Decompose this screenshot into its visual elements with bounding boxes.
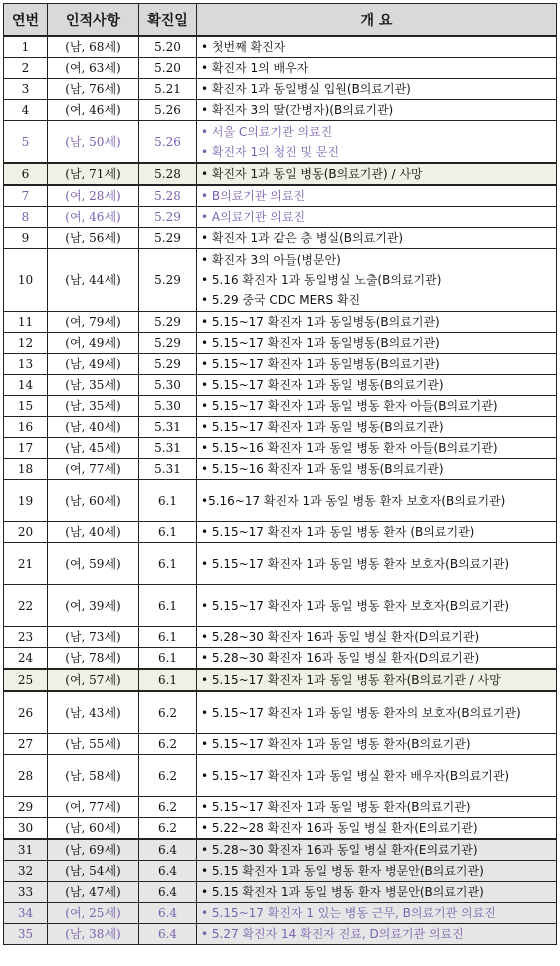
- confirm-date: 6.4: [139, 924, 197, 945]
- confirm-date: 5.29: [139, 207, 197, 228]
- case-number: 3: [4, 79, 48, 100]
- table-row: [4, 312, 557, 333]
- case-number: 30: [4, 818, 48, 840]
- person-info: (남, 50세): [48, 121, 139, 164]
- summary-line: • 5.15 확진자 1과 동일 병동 환자 병문안(B의료기관): [201, 885, 484, 899]
- case-summary: [197, 691, 557, 734]
- case-summary: [197, 585, 557, 627]
- table-row: [4, 648, 557, 670]
- table-row: [4, 861, 557, 882]
- summary-line: • 5.15~17 확진자 1과 동일 병동 환자(B의료기관 / 사망: [201, 673, 501, 687]
- case-number: 19: [4, 480, 48, 522]
- summary-line: • 5.15~17 확진자 1과 동일 병동 환자 아들(B의료기관): [201, 399, 498, 413]
- case-summary: [197, 734, 557, 755]
- confirm-date: 5.26: [139, 121, 197, 164]
- confirm-date: 5.20: [139, 58, 197, 79]
- table-row: [4, 375, 557, 396]
- case-summary: [197, 207, 557, 228]
- table-wrapper: [3, 3, 557, 945]
- table-row: [4, 163, 557, 185]
- summary-line: • 5.15~17 확진자 1과 동일병동(B의료기관): [201, 315, 440, 329]
- table-body: [4, 36, 557, 945]
- case-summary: [197, 818, 557, 840]
- person-info: (여, 25세): [48, 903, 139, 924]
- case-number: 29: [4, 797, 48, 818]
- case-number: 23: [4, 627, 48, 648]
- case-summary: [197, 354, 557, 375]
- summary-line: • 5.27 확진자 14 확진자 진료, D의료기관 의료진: [201, 927, 464, 941]
- person-info: (남, 60세): [48, 480, 139, 522]
- confirm-date: 6.2: [139, 818, 197, 840]
- summary-line: • 확진자 1과 같은 층 병실(B의료기관): [201, 231, 404, 245]
- person-info: (남, 71세): [48, 163, 139, 185]
- summary-line: • 확진자 1의 배우자: [201, 61, 309, 75]
- case-summary: [197, 522, 557, 543]
- confirm-date: 5.29: [139, 333, 197, 354]
- case-summary: [197, 121, 557, 164]
- case-summary: [197, 480, 557, 522]
- confirm-date: 5.31: [139, 459, 197, 480]
- case-summary: [197, 438, 557, 459]
- confirm-date: 5.29: [139, 249, 197, 312]
- case-number: 18: [4, 459, 48, 480]
- person-info: (여, 46세): [48, 207, 139, 228]
- case-summary: [197, 36, 557, 58]
- case-number: 9: [4, 228, 48, 249]
- confirm-date: 6.2: [139, 755, 197, 797]
- case-number: 4: [4, 100, 48, 121]
- table-row: [4, 58, 557, 79]
- person-info: (여, 39세): [48, 585, 139, 627]
- person-info: (남, 60세): [48, 818, 139, 840]
- person-info: (남, 58세): [48, 755, 139, 797]
- case-number: 25: [4, 669, 48, 691]
- case-summary: [197, 627, 557, 648]
- case-summary: [197, 882, 557, 903]
- confirm-date: 6.2: [139, 691, 197, 734]
- table-row: [4, 839, 557, 861]
- person-info: (여, 77세): [48, 459, 139, 480]
- person-info: (남, 47세): [48, 882, 139, 903]
- case-summary: [197, 163, 557, 185]
- person-info: (남, 38세): [48, 924, 139, 945]
- confirm-date: 5.31: [139, 417, 197, 438]
- case-summary: [197, 312, 557, 333]
- confirm-date: 5.26: [139, 100, 197, 121]
- table-row: [4, 249, 557, 312]
- case-summary: [197, 648, 557, 670]
- table-row: [4, 36, 557, 58]
- case-number: 12: [4, 333, 48, 354]
- case-summary: [197, 375, 557, 396]
- person-info: (남, 45세): [48, 438, 139, 459]
- case-summary: [197, 185, 557, 207]
- summary-line: • 5.15~17 확진자 1 있는 병동 근무, B의료기관 의료진: [201, 906, 496, 920]
- summary-line: • A의료기관 의료진: [201, 210, 306, 224]
- case-number: 15: [4, 396, 48, 417]
- table-row: [4, 755, 557, 797]
- case-summary: [197, 755, 557, 797]
- person-info: (남, 68세): [48, 36, 139, 58]
- person-info: (여, 79세): [48, 312, 139, 333]
- person-info: (남, 49세): [48, 354, 139, 375]
- person-info: (남, 40세): [48, 417, 139, 438]
- table-row: [4, 543, 557, 585]
- confirm-date: 5.29: [139, 228, 197, 249]
- case-number: 31: [4, 839, 48, 861]
- case-number: 21: [4, 543, 48, 585]
- table-row: [4, 924, 557, 945]
- summary-line: • 5.22~28 확진자 16과 동일 병실 환자(E의료기관): [201, 821, 478, 835]
- header-date: 확진일: [139, 4, 197, 37]
- person-info: (남, 56세): [48, 228, 139, 249]
- summary-line: • 첫번째 확진자: [201, 40, 286, 54]
- case-number: 26: [4, 691, 48, 734]
- summary-line: • 5.15~17 확진자 1과 동일 병동 환자 (B의료기관): [201, 525, 475, 539]
- confirm-date: 5.21: [139, 79, 197, 100]
- header-summary: 개 요: [197, 4, 557, 37]
- case-number: 28: [4, 755, 48, 797]
- table-row: [4, 354, 557, 375]
- case-summary: [197, 417, 557, 438]
- table-row: [4, 438, 557, 459]
- summary-line: • 5.15~16 확진자 1과 동일 병동 환자 아들(B의료기관): [201, 441, 498, 455]
- case-summary: [197, 669, 557, 691]
- summary-line: • B의료기관 의료진: [201, 189, 306, 203]
- person-info: (여, 49세): [48, 333, 139, 354]
- summary-line: • 5.29 중국 CDC MERS 확진: [201, 293, 361, 307]
- case-number: 17: [4, 438, 48, 459]
- confirm-date: 5.29: [139, 312, 197, 333]
- person-info: (남, 40세): [48, 522, 139, 543]
- case-summary: [197, 228, 557, 249]
- case-summary: [197, 100, 557, 121]
- table-row: [4, 228, 557, 249]
- confirm-date: 6.1: [139, 648, 197, 670]
- case-number: 6: [4, 163, 48, 185]
- case-number: 27: [4, 734, 48, 755]
- case-summary: [197, 861, 557, 882]
- header-row: [4, 4, 557, 37]
- table-row: [4, 734, 557, 755]
- summary-line: • 확진자 1과 동일 병동(B의료기관) / 사망: [201, 167, 423, 181]
- table-row: [4, 79, 557, 100]
- case-number: 14: [4, 375, 48, 396]
- confirm-date: 5.28: [139, 163, 197, 185]
- confirm-date: 6.4: [139, 861, 197, 882]
- case-number: 2: [4, 58, 48, 79]
- summary-line: • 5.15~17 확진자 1과 동일병동(B의료기관): [201, 336, 440, 350]
- confirm-date: 6.2: [139, 734, 197, 755]
- case-number: 22: [4, 585, 48, 627]
- case-summary: [197, 924, 557, 945]
- confirm-date: 6.1: [139, 585, 197, 627]
- header-person: 인적사항: [48, 4, 139, 37]
- case-summary: [197, 249, 557, 312]
- person-info: (여, 59세): [48, 543, 139, 585]
- person-info: (남, 78세): [48, 648, 139, 670]
- summary-line: • 5.28~30 확진자 16과 동일 병실 환자(D의료기관): [201, 630, 480, 644]
- case-number: 16: [4, 417, 48, 438]
- summary-line: • 5.15~17 확진자 1과 동일 병동 환자 보호자(B의료기관): [201, 556, 510, 571]
- case-summary: [197, 459, 557, 480]
- confirm-date: 6.4: [139, 903, 197, 924]
- confirm-date: 5.30: [139, 375, 197, 396]
- confirm-date: 6.1: [139, 669, 197, 691]
- summary-line: • 5.28~30 확진자 16과 동일 병실 환자(D의료기관): [201, 651, 480, 665]
- person-info: (남, 73세): [48, 627, 139, 648]
- table-row: [4, 903, 557, 924]
- confirm-date: 6.1: [139, 627, 197, 648]
- confirm-date: 5.31: [139, 438, 197, 459]
- case-number: 24: [4, 648, 48, 670]
- confirm-date: 5.20: [139, 36, 197, 58]
- table-row: [4, 882, 557, 903]
- summary-line: • 5.28~30 확진자 16과 동일 병실 환자(E의료기관): [201, 843, 478, 857]
- table-row: [4, 818, 557, 840]
- summary-line: • 5.15~17 확진자 1과 동일 병동(B의료기관): [201, 378, 444, 392]
- confirm-date: 5.30: [139, 396, 197, 417]
- table-row: [4, 417, 557, 438]
- summary-line: • 5.15~17 확진자 1과 동일 병동 환자(B의료기관): [201, 800, 471, 814]
- case-number: 13: [4, 354, 48, 375]
- table-row: [4, 459, 557, 480]
- table-row: [4, 121, 557, 164]
- summary-line: • 확진자 1의 청진 및 문진: [201, 144, 340, 159]
- person-info: (남, 35세): [48, 375, 139, 396]
- case-summary: [197, 797, 557, 818]
- summary-line: • 5.15~17 확진자 1과 동일 병동(B의료기관): [201, 420, 444, 434]
- table-row: [4, 627, 557, 648]
- case-summary: [197, 839, 557, 861]
- case-summary: [197, 543, 557, 585]
- summary-line: • 확진자 1과 동일병실 입원(B의료기관): [201, 82, 411, 96]
- case-number: 1: [4, 36, 48, 58]
- summary-line: • 5.15~17 확진자 1과 동일 병동 환자 보호자(B의료기관): [201, 598, 510, 613]
- summary-line: • 5.15~16 확진자 1과 동일 병동(B의료기관): [201, 462, 444, 476]
- mers-cases-table: [3, 3, 557, 945]
- case-number: 34: [4, 903, 48, 924]
- summary-line: • 확진자 3의 딸(간병자)(B의료기관): [201, 103, 394, 117]
- case-summary: [197, 903, 557, 924]
- confirm-date: 6.1: [139, 480, 197, 522]
- case-summary: [197, 333, 557, 354]
- summary-line: • 5.15 확진자 1과 동일 병동 환자 병문안(B의료기관): [201, 864, 484, 878]
- summary-line: • 5.15~17 확진자 1과 동일 병동 환자의 보호자(B의료기관): [201, 705, 521, 720]
- person-info: (여, 46세): [48, 100, 139, 121]
- table-row: [4, 100, 557, 121]
- case-summary: [197, 58, 557, 79]
- confirm-date: 6.1: [139, 543, 197, 585]
- confirm-date: 6.4: [139, 882, 197, 903]
- table-row: [4, 691, 557, 734]
- person-info: (여, 77세): [48, 797, 139, 818]
- table-row: [4, 396, 557, 417]
- summary-line: • 5.15~17 확진자 1과 동일병동(B의료기관): [201, 357, 440, 371]
- summary-line: • 5.15~17 확진자 1과 동일 병실 환자 배우자(B의료기관): [201, 768, 510, 783]
- person-info: (남, 69세): [48, 839, 139, 861]
- person-info: (남, 55세): [48, 734, 139, 755]
- case-summary: [197, 396, 557, 417]
- person-info: (여, 28세): [48, 185, 139, 207]
- person-info: (여, 63세): [48, 58, 139, 79]
- person-info: (남, 54세): [48, 861, 139, 882]
- summary-line: • 확진자 3의 아들(병문안): [201, 253, 341, 267]
- table-row: [4, 480, 557, 522]
- case-number: 11: [4, 312, 48, 333]
- table-row: [4, 333, 557, 354]
- person-info: (남, 35세): [48, 396, 139, 417]
- case-number: 5: [4, 121, 48, 164]
- summary-line: • 서울 C의료기관 의료진: [201, 124, 333, 139]
- table-row: [4, 522, 557, 543]
- summary-line: • 5.15~17 확진자 1과 동일 병동 환자(B의료기관): [201, 737, 471, 751]
- confirm-date: 5.29: [139, 354, 197, 375]
- case-number: 32: [4, 861, 48, 882]
- summary-line: •5.16~17 확진자 1과 동일 병동 환자 보호자(B의료기관): [201, 493, 506, 508]
- table-row: [4, 207, 557, 228]
- case-number: 33: [4, 882, 48, 903]
- case-summary: [197, 79, 557, 100]
- confirm-date: 5.28: [139, 185, 197, 207]
- table-row: [4, 185, 557, 207]
- summary-line: • 5.16 확진자 1과 동일병실 노출(B의료기관): [201, 273, 442, 287]
- table-row: [4, 797, 557, 818]
- table-row: [4, 585, 557, 627]
- case-number: 7: [4, 185, 48, 207]
- table-row: [4, 669, 557, 691]
- person-info: (남, 44세): [48, 249, 139, 312]
- person-info: (남, 43세): [48, 691, 139, 734]
- case-number: 20: [4, 522, 48, 543]
- confirm-date: 6.2: [139, 797, 197, 818]
- person-info: (여, 57세): [48, 669, 139, 691]
- confirm-date: 6.1: [139, 522, 197, 543]
- person-info: (남, 76세): [48, 79, 139, 100]
- case-number: 10: [4, 249, 48, 312]
- case-number: 8: [4, 207, 48, 228]
- confirm-date: 6.4: [139, 839, 197, 861]
- case-number: 35: [4, 924, 48, 945]
- header-number: 연번: [4, 4, 48, 37]
